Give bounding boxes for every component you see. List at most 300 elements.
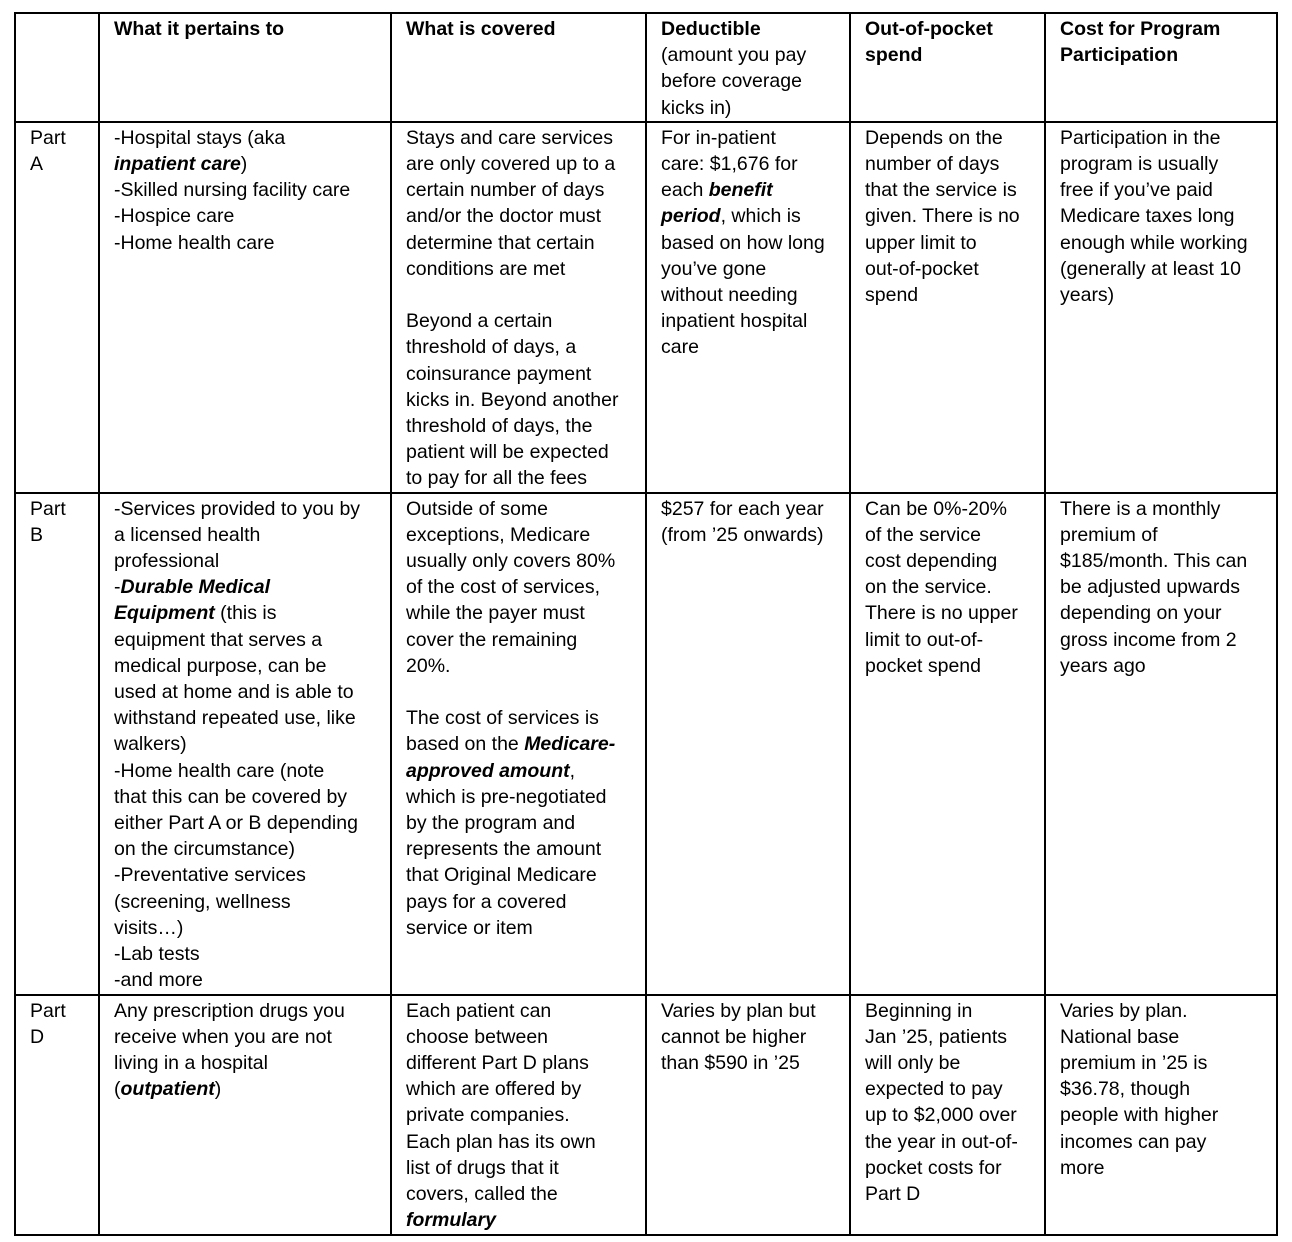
cell-text-line: [114, 230, 378, 256]
text-segment: ): [240, 153, 248, 176]
cell-text-line: [1060, 42, 1264, 68]
cell-text-line: [1060, 522, 1264, 548]
deductible-cell: [646, 493, 850, 995]
text-segment: (screening, wellness: [114, 890, 291, 913]
text-segment: exceptions, Medicare: [406, 523, 591, 546]
cell-text-line: [406, 125, 633, 151]
text-segment: than $590 in ’25: [661, 1052, 800, 1075]
emphasized-term: outpatient: [120, 1078, 215, 1101]
cell-text-line: [406, 784, 633, 810]
cell-text-line: [114, 758, 378, 784]
text-segment: up to $2,000 over: [865, 1104, 1017, 1127]
text-segment: Beginning in: [865, 999, 973, 1022]
emphasized-term: What it pertains to: [114, 18, 285, 40]
cell-text-line: [865, 1050, 1032, 1076]
cell-text-line: [661, 125, 837, 151]
cell-text-line: [114, 862, 378, 888]
cell-text-line: [1060, 1102, 1264, 1128]
cell-text-line: [865, 998, 1032, 1024]
text-segment: -Lab tests: [114, 943, 200, 966]
cell-text-line: [1060, 627, 1264, 653]
medicare-parts-table: [14, 12, 1278, 1236]
cell-text-line: [661, 203, 837, 229]
text-segment: service or item: [406, 916, 533, 939]
text-segment: $36.78, though: [1060, 1078, 1191, 1101]
what-is-covered-cell: [391, 995, 646, 1235]
emphasized-term: spend: [865, 44, 923, 67]
cell-text-line: [661, 16, 837, 42]
participation-cost-cell: [1045, 122, 1277, 493]
participation-cost-cell: [1045, 493, 1277, 995]
blank-line: [406, 282, 633, 308]
text-segment: , which is: [720, 205, 801, 228]
cell-text-line: [1060, 1129, 1264, 1155]
text-segment: Each patient can: [406, 999, 552, 1022]
text-segment: will only be: [865, 1052, 961, 1075]
cell-text-line: [114, 784, 378, 810]
cell-text-line: [114, 731, 378, 757]
emphasized-term: formulary: [406, 1209, 496, 1232]
text-segment: each: [661, 179, 709, 202]
text-segment: cost depending: [865, 550, 998, 573]
cell-text-line: [406, 496, 633, 522]
cell-text-line: [114, 1024, 378, 1050]
cell-text-line: [661, 95, 837, 121]
cell-text-line: [406, 1102, 633, 1128]
text-segment: Can be 0%-20%: [865, 497, 1008, 520]
text-segment: you’ve gone: [661, 257, 767, 280]
cell-text-line: [114, 836, 378, 862]
text-segment: that this can be covered by: [114, 785, 348, 808]
text-segment: -Services provided to you by: [114, 497, 361, 520]
text-segment: pays for a covered: [406, 890, 567, 913]
cell-text-line: [1060, 177, 1264, 203]
text-segment: D: [30, 1025, 45, 1048]
emphasized-term: approved amount: [406, 759, 570, 782]
cell-text-line: [661, 308, 837, 334]
text-segment: without needing: [661, 284, 798, 307]
text-segment: given. There is no: [865, 205, 1020, 228]
header-deductible: [646, 13, 850, 122]
cell-text-line: [1060, 600, 1264, 626]
cell-text-line: [661, 496, 837, 522]
out-of-pocket-cell: [850, 122, 1045, 493]
participation-cost-cell: [1045, 995, 1277, 1235]
cell-text-line: [865, 1181, 1032, 1207]
text-segment: Jan ’25, patients: [865, 1025, 1008, 1048]
blank-line: [406, 679, 633, 705]
text-segment: Part: [30, 999, 66, 1022]
cell-text-line: [114, 941, 378, 967]
pertains-to-cell: [99, 122, 391, 493]
pertains-to-cell: [99, 995, 391, 1235]
cell-text-line: [406, 889, 633, 915]
text-segment: (from ’25 onwards): [661, 523, 824, 546]
text-segment: -Home health care: [114, 231, 275, 254]
text-segment: incomes can pay: [1060, 1130, 1207, 1153]
cell-text-line: [865, 653, 1032, 679]
text-segment: upper limit to: [865, 231, 977, 254]
cell-text-line: [1060, 1024, 1264, 1050]
cell-text-line: [406, 758, 633, 784]
emphasized-term: period: [661, 205, 721, 228]
cell-text-line: [30, 125, 86, 151]
text-segment: used at home and is able to: [114, 681, 354, 704]
cell-text-line: [406, 361, 633, 387]
cell-text-line: [114, 16, 378, 42]
text-segment: premium of: [1060, 523, 1158, 546]
text-segment: Each plan has its own: [406, 1130, 596, 1153]
cell-text-line: [661, 282, 837, 308]
text-segment: The cost of services is: [406, 707, 599, 730]
cell-text-line: [114, 810, 378, 836]
text-segment: of the cost of services,: [406, 576, 601, 599]
text-segment: kicks in): [661, 96, 732, 119]
text-segment: $257 for each year: [661, 497, 824, 520]
out-of-pocket-cell: [850, 493, 1045, 995]
text-segment: usually only covers 80%: [406, 550, 616, 573]
deductible-cell: [646, 122, 850, 493]
cell-text-line: [1060, 653, 1264, 679]
text-segment: visits…): [114, 916, 184, 939]
text-segment: on the service.: [865, 576, 992, 599]
cell-text-line: [114, 915, 378, 941]
cell-text-line: [661, 230, 837, 256]
cell-text-line: [406, 998, 633, 1024]
out-of-pocket-cell: [850, 995, 1045, 1235]
cell-text-line: [406, 230, 633, 256]
cell-text-line: [661, 256, 837, 282]
text-segment: -Skilled nursing facility care: [114, 179, 351, 202]
text-segment: based on how long: [661, 231, 825, 254]
cell-text-line: [406, 810, 633, 836]
text-segment: are only covered up to a: [406, 153, 616, 176]
text-segment: private companies.: [406, 1104, 570, 1127]
cell-text-line: [114, 653, 378, 679]
text-segment: gross income from 2: [1060, 628, 1237, 651]
cell-text-line: [661, 177, 837, 203]
text-segment: Varies by plan.: [1060, 999, 1188, 1022]
cell-text-line: [406, 334, 633, 360]
table-row-part-b: [15, 493, 1277, 995]
text-segment: threshold of days, a: [406, 336, 577, 359]
cell-text-line: [865, 230, 1032, 256]
text-segment: more: [1060, 1156, 1105, 1179]
cell-text-line: [114, 679, 378, 705]
text-segment: cannot be higher: [661, 1025, 807, 1048]
text-segment: pocket spend: [865, 654, 982, 677]
cell-text-line: [661, 522, 837, 548]
cell-text-line: [114, 998, 378, 1024]
cell-text-line: [1060, 203, 1264, 229]
cell-text-line: [865, 125, 1032, 151]
cell-text-line: [406, 653, 633, 679]
cell-text-line: [406, 387, 633, 413]
cell-text-line: [865, 627, 1032, 653]
cell-text-line: [406, 548, 633, 574]
cell-text-line: [406, 1129, 633, 1155]
text-segment: coinsurance payment: [406, 362, 592, 385]
text-segment: care: [661, 336, 699, 359]
cell-text-line: [406, 731, 633, 757]
header-what-is-covered: [391, 13, 646, 122]
cell-text-line: [406, 1024, 633, 1050]
cell-text-line: [30, 998, 86, 1024]
what-is-covered-cell: [391, 493, 646, 995]
text-segment: and/or the doctor must: [406, 205, 602, 228]
cell-text-line: [114, 1076, 378, 1102]
text-segment: free if you’ve paid: [1060, 179, 1213, 202]
text-segment: patient will be expected: [406, 441, 609, 464]
cell-text-line: [114, 1050, 378, 1076]
cell-text-line: [865, 574, 1032, 600]
cell-text-line: [661, 1050, 837, 1076]
text-segment: Participation in the: [1060, 126, 1221, 149]
cell-text-line: [661, 334, 837, 360]
text-segment: Any prescription drugs you: [114, 999, 345, 1022]
text-segment: (this is: [214, 602, 277, 625]
cell-text-line: [865, 548, 1032, 574]
cell-text-line: [114, 705, 378, 731]
emphasized-term: Participation: [1060, 44, 1179, 67]
text-segment: inpatient hospital: [661, 310, 808, 333]
text-segment: -and more: [114, 969, 203, 992]
cell-text-line: [406, 465, 633, 491]
text-segment: Part: [30, 126, 66, 149]
text-segment: Medicare taxes long: [1060, 205, 1235, 228]
text-segment: that Original Medicare: [406, 864, 597, 887]
cell-text-line: [114, 889, 378, 915]
text-segment: equipment that serves a: [114, 628, 323, 651]
cell-text-line: [1060, 574, 1264, 600]
emphasized-term: inpatient care: [114, 153, 241, 176]
cell-text-line: [1060, 282, 1264, 308]
blank-line: [30, 16, 86, 42]
text-segment: number of days: [865, 153, 1000, 176]
text-segment: of the service: [865, 523, 981, 546]
text-segment: which are offered by: [406, 1078, 582, 1101]
cell-text-line: [406, 177, 633, 203]
cell-text-line: [1060, 125, 1264, 151]
text-segment: based on the: [406, 733, 525, 756]
cell-text-line: [114, 548, 378, 574]
text-segment: before coverage: [661, 70, 802, 93]
cell-text-line: [406, 600, 633, 626]
text-segment: -: [114, 576, 121, 599]
cell-text-line: [1060, 256, 1264, 282]
emphasized-term: What is covered: [406, 18, 556, 40]
text-segment: care: $1,676 for: [661, 153, 798, 176]
text-segment: Depends on the: [865, 126, 1003, 149]
cell-text-line: [406, 862, 633, 888]
cell-text-line: [865, 177, 1032, 203]
cell-text-line: [865, 1129, 1032, 1155]
text-segment: list of drugs that it: [406, 1156, 559, 1179]
part-label-cell: [15, 493, 99, 995]
text-segment: receive when you are not: [114, 1025, 332, 1048]
cell-text-line: [1060, 230, 1264, 256]
table-row-part-a: [15, 122, 1277, 493]
text-segment: by the program and: [406, 812, 576, 835]
cell-text-line: [1060, 496, 1264, 522]
text-segment: determine that certain: [406, 231, 595, 254]
text-segment: -Hospice care: [114, 205, 235, 228]
text-segment: cover the remaining: [406, 628, 578, 651]
cell-text-line: [865, 1102, 1032, 1128]
emphasized-term: benefit: [708, 179, 773, 202]
cell-text-line: [865, 1024, 1032, 1050]
cell-text-line: [30, 151, 86, 177]
cell-text-line: [406, 1207, 633, 1233]
cell-text-line: [406, 705, 633, 731]
text-segment: people with higher: [1060, 1104, 1219, 1127]
part-label-cell: [15, 995, 99, 1235]
cell-text-line: [114, 967, 378, 993]
cell-text-line: [865, 282, 1032, 308]
cell-text-line: [406, 439, 633, 465]
text-segment: -Preventative services: [114, 864, 306, 887]
text-segment: premium in ’25 is: [1060, 1052, 1208, 1075]
cell-text-line: [865, 256, 1032, 282]
cell-text-line: [1060, 1155, 1264, 1181]
pertains-to-cell: [99, 493, 391, 995]
text-segment: different Part D plans: [406, 1052, 589, 1075]
text-segment: ,: [569, 759, 576, 782]
cell-text-line: [1060, 548, 1264, 574]
text-segment: enough while working: [1060, 231, 1248, 254]
text-segment: the year in out-of-: [865, 1130, 1018, 1153]
text-segment: Outside of some: [406, 497, 548, 520]
cell-text-line: [865, 522, 1032, 548]
emphasized-term: Deductible: [661, 18, 761, 40]
text-segment: spend: [865, 284, 919, 307]
cell-text-line: [30, 496, 86, 522]
text-segment: For in-patient: [661, 126, 776, 149]
text-segment: while the payer must: [406, 602, 585, 625]
header-what-it-pertains-to: [99, 13, 391, 122]
text-segment: that the service is: [865, 179, 1017, 202]
text-segment: a licensed health: [114, 523, 261, 546]
cell-text-line: [114, 522, 378, 548]
text-segment: walkers): [114, 733, 187, 756]
text-segment: to pay for all the fees: [406, 467, 588, 490]
text-segment: conditions are met: [406, 257, 566, 280]
cell-text-line: [406, 836, 633, 862]
cell-text-line: [406, 308, 633, 334]
text-segment: -Hospital stays (aka: [114, 126, 286, 149]
text-segment: pocket costs for: [865, 1156, 1002, 1179]
cell-text-line: [30, 1024, 86, 1050]
cell-text-line: [406, 203, 633, 229]
text-segment: threshold of days, the: [406, 415, 593, 438]
table-row-part-d: [15, 995, 1277, 1235]
cell-text-line: [661, 1024, 837, 1050]
cell-text-line: [30, 522, 86, 548]
cell-text-line: [1060, 1076, 1264, 1102]
text-segment: medical purpose, can be: [114, 654, 327, 677]
cell-text-line: [865, 1076, 1032, 1102]
cell-text-line: [865, 1155, 1032, 1181]
cell-text-line: [1060, 1050, 1264, 1076]
text-segment: Beyond a certain: [406, 310, 553, 333]
text-segment: ): [214, 1078, 222, 1101]
cell-text-line: [114, 627, 378, 653]
cell-text-line: [1060, 151, 1264, 177]
text-segment: certain number of days: [406, 179, 605, 202]
deductible-cell: [646, 995, 850, 1235]
cell-text-line: [1060, 16, 1264, 42]
text-segment: -Home health care (note: [114, 759, 325, 782]
text-segment: $185/month. This can: [1060, 550, 1248, 573]
text-segment: on the circumstance): [114, 838, 295, 861]
cell-text-line: [406, 915, 633, 941]
text-segment: There is a monthly: [1060, 497, 1221, 520]
text-segment: either Part A or B depending: [114, 812, 358, 835]
cell-text-line: [661, 151, 837, 177]
cell-text-line: [865, 496, 1032, 522]
part-label-cell: [15, 122, 99, 493]
text-segment: There is no upper: [865, 602, 1018, 625]
cell-text-line: [406, 627, 633, 653]
cell-text-line: [114, 177, 378, 203]
cell-text-line: [865, 203, 1032, 229]
emphasized-term: Out-of-pocket: [865, 18, 993, 40]
text-segment: limit to out-of-: [865, 628, 984, 651]
text-segment: out-of-pocket: [865, 257, 979, 280]
cell-text-line: [661, 42, 837, 68]
cell-text-line: [661, 68, 837, 94]
cell-text-line: [865, 16, 1032, 42]
emphasized-term: Equipment: [114, 602, 215, 625]
cell-text-line: [406, 16, 633, 42]
what-is-covered-cell: [391, 122, 646, 493]
cell-text-line: [1060, 998, 1264, 1024]
text-segment: professional: [114, 550, 220, 573]
cell-text-line: [406, 1155, 633, 1181]
text-segment: years): [1060, 284, 1115, 307]
text-segment: be adjusted upwards: [1060, 576, 1240, 599]
cell-text-line: [406, 413, 633, 439]
cell-text-line: [406, 574, 633, 600]
cell-text-line: [661, 998, 837, 1024]
text-segment: which is pre-negotiated: [406, 785, 607, 808]
cell-text-line: [114, 125, 378, 151]
cell-text-line: [406, 522, 633, 548]
cell-text-line: [865, 600, 1032, 626]
cell-text-line: [865, 42, 1032, 68]
text-segment: Part D: [865, 1183, 921, 1206]
text-segment: 20%.: [406, 654, 451, 677]
text-segment: National base: [1060, 1025, 1180, 1048]
cell-text-line: [114, 203, 378, 229]
text-segment: withstand repeated use, like: [114, 707, 356, 730]
text-segment: (: [114, 1078, 121, 1101]
text-segment: depending on your: [1060, 602, 1222, 625]
emphasized-term: Medicare-: [524, 733, 616, 756]
header-row: [15, 13, 1277, 122]
text-segment: years ago: [1060, 654, 1146, 677]
cell-text-line: [114, 600, 378, 626]
cell-text-line: [406, 256, 633, 282]
text-segment: (generally at least 10: [1060, 257, 1242, 280]
text-segment: living in a hospital: [114, 1052, 268, 1075]
cell-text-line: [406, 1181, 633, 1207]
text-segment: Stays and care services: [406, 126, 614, 149]
emphasized-term: Cost for Program: [1060, 18, 1221, 40]
cell-text-line: [114, 151, 378, 177]
text-segment: program is usually: [1060, 153, 1219, 176]
text-segment: B: [30, 523, 44, 546]
